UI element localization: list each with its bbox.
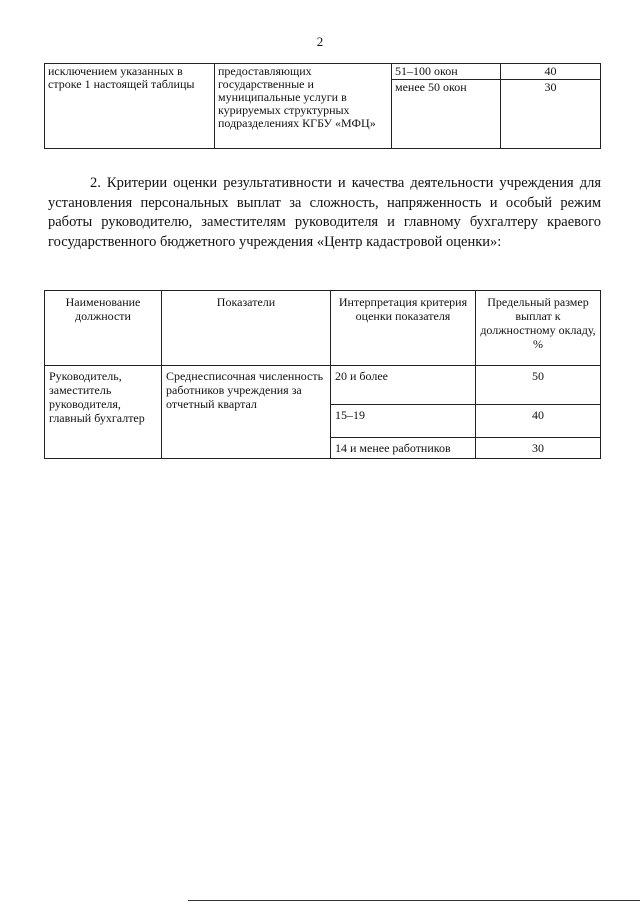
table-cell: 40 — [476, 405, 601, 438]
continuation-table — [44, 63, 601, 149]
table-row — [45, 64, 601, 80]
footer-line — [188, 900, 640, 901]
column-header: Предельный размер выплат к должностному окладу, % — [476, 291, 601, 366]
page-number: 2 — [316, 34, 324, 49]
table-header-row — [45, 291, 601, 366]
table-cell: 40 — [501, 64, 601, 80]
table-cell: менее 50 окон — [392, 80, 501, 149]
column-header: Показатели — [162, 291, 331, 366]
table-cell: предоставляющих государственные и муниципальные услуги в курируемых структурных подразделениях КГБУ «МФЦ» — [215, 64, 392, 149]
table-cell: исключением указанных в строке 1 настоящей таблицы — [45, 64, 215, 149]
table-cell: 51–100 окон — [392, 64, 501, 80]
table-cell: 30 — [501, 80, 601, 149]
position-cell: Руководитель, заместитель руководителя, главный бухгалтер — [45, 366, 162, 459]
table-cell: 50 — [476, 366, 601, 405]
table-cell: 20 и более — [331, 366, 476, 405]
column-header: Наименование должности — [45, 291, 162, 366]
column-header: Интерпретация критерия оценки показателя — [331, 291, 476, 366]
criteria-table — [44, 290, 601, 459]
criteria-paragraph: 2. Критерии оценки результативности и качества деятельности учреждения для установления персональных выплат за сложность, напряженность и особый режим работы руководителю, заместителям руководителя и главному бухгалтеру краевого государственного бюджетного учреждения «Центр кадастровой оценки»: — [48, 175, 601, 250]
table-cell: 30 — [476, 438, 601, 459]
indicator-cell: Среднесписочная численность работников учреждения за отчетный квартал — [162, 366, 331, 459]
table-row — [45, 366, 601, 405]
table-cell: 14 и менее работников — [331, 438, 476, 459]
table-cell: 15–19 — [331, 405, 476, 438]
